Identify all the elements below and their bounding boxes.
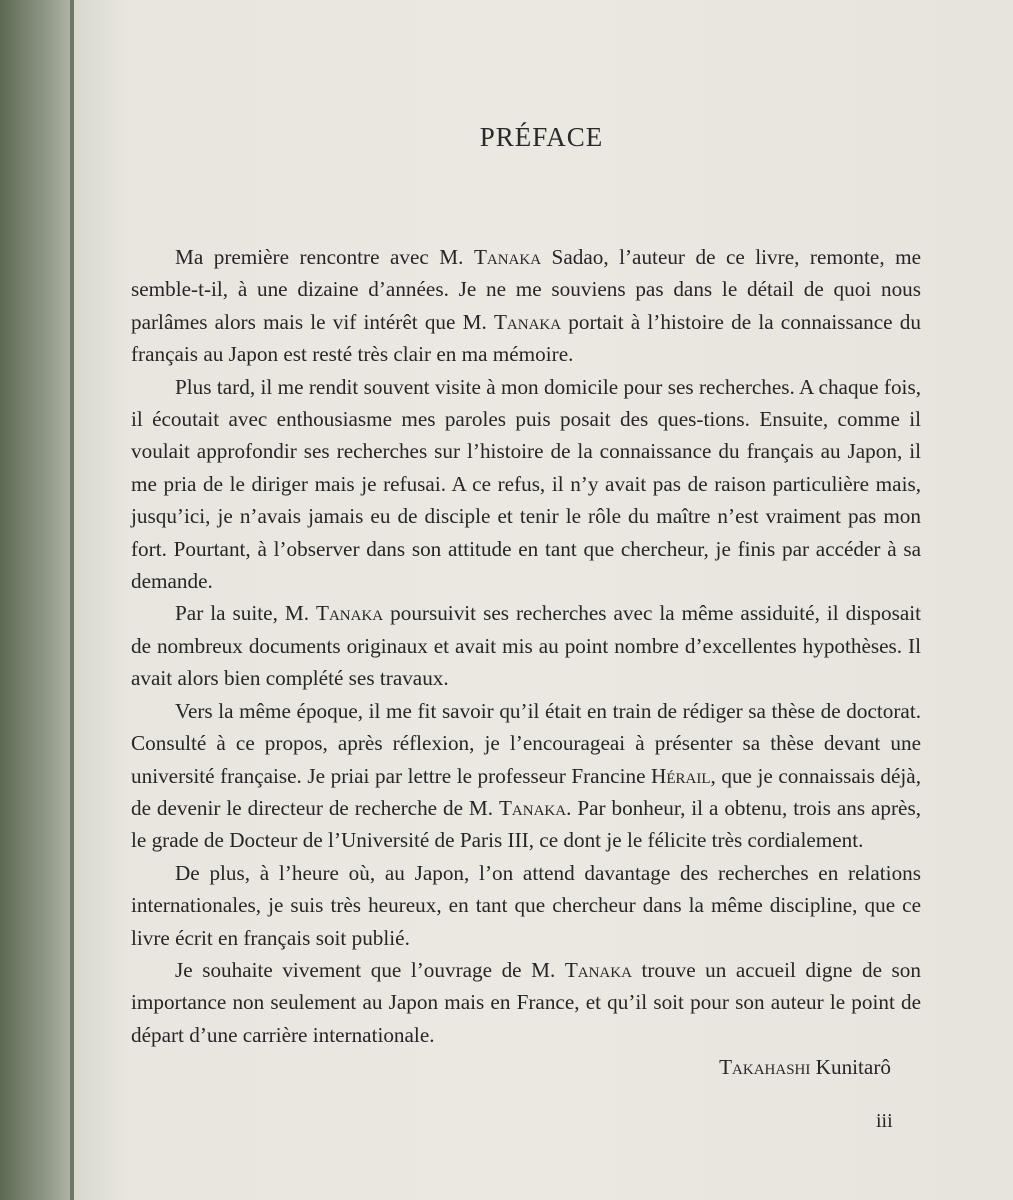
paragraph (131, 241, 921, 371)
paragraph (131, 857, 921, 954)
paragraph (131, 695, 921, 857)
book-spine-shadow (0, 0, 78, 1200)
paragraph (131, 371, 921, 598)
paragraph-text: portait à l’histoire de la connaissance du français au Japon est resté très clair en ma mémoire. (131, 309, 921, 367)
paragraph-text: , que je connaissais déjà, de devenir le directeur de recherche de M. (131, 763, 921, 820)
author-name: Tanaka (316, 601, 384, 626)
paragraph-text: Par la suite, M. (175, 601, 317, 626)
paragraph-text: poursuivit ses recherches avec la même assiduité, il disposait de nombreux documents originaux et avait mis au point nombre d’excellentes hypothèses. Il avait alors bien complété ses travaux. (131, 601, 921, 691)
paragraph-text: Vers la même époque, il me fit savoir qu’il était en train de rédiger sa thèse de doctorat. Consulté à ce propos, après réflexion, je l’encourageai à présenter sa thèse devant une université française. Je priai par lettre le professeur Francine (131, 698, 921, 788)
paragraph-text: Sadao, l’auteur de ce livre, remonte, me semble-t-il, à une dizaine d’années. Je ne me souviens pas dans le détail de quoi nous parlâmes alors mais le vif intérêt que M. (131, 245, 921, 334)
page-edge (70, 0, 74, 1200)
paragraph-text: trouve un accueil digne de son importance non seulement au Japon mais en France, et qu’il soit pour son auteur le point de départ d’une carrière internationale. (131, 957, 921, 1047)
page-title: PRÉFACE (479, 122, 604, 152)
preface-body (131, 241, 921, 1084)
author-name: Tanaka (473, 245, 542, 269)
paragraph-text: De plus, à l’heure où, au Japon, l’on attend davantage des recherches en relations internationales, je suis très heureux, en tant que chercheur dans la même discipline, que ce livre écrit en français soit publié. (131, 860, 921, 950)
author-name: Tanaka (564, 957, 632, 982)
page-number: iii (876, 1110, 893, 1132)
signature-surname: Takahashi (719, 1055, 811, 1080)
paragraph (131, 954, 921, 1051)
paragraph-text: . Par bonheur, il a obtenu, trois ans après, le grade de Docteur de l’Université de Paris III, ce dont je le félicite très cordialement. (131, 795, 921, 853)
paragraph-text: Je souhaite vivement que l’ouvrage de M. (175, 957, 565, 982)
paragraph-text: Ma première rencontre avec M. (175, 245, 474, 269)
signature-given-name: Kunitarô (815, 1055, 891, 1080)
paragraph (131, 597, 921, 694)
paragraph-list (131, 241, 921, 1051)
signature (131, 1051, 921, 1083)
author-name: Tanaka (493, 309, 562, 334)
paragraph-text: Plus tard, il me rendit souvent visite à mon domicile pour ses recherches. A chaque fois, il écoutait avec enthousiasme mes paroles puis posait des ques-tions. Ensuite, comme il voulait approfondir ses recherches sur l’histoire de la connaissance du français au Japon, il me pria de le diriger mais je refusai. A ce refus, il n’y avait pas de raison particulière mais, jusqu’ici, je n’avais jamais eu de disciple et tenir le rôle du maître n’est vraiment pas mon fort. Pourtant, à l’observer dans son attitude en tant que chercheur, je finis par accéder à sa demande. (131, 374, 921, 594)
author-name: Hérail (651, 763, 711, 788)
author-name: Tanaka (498, 795, 567, 820)
